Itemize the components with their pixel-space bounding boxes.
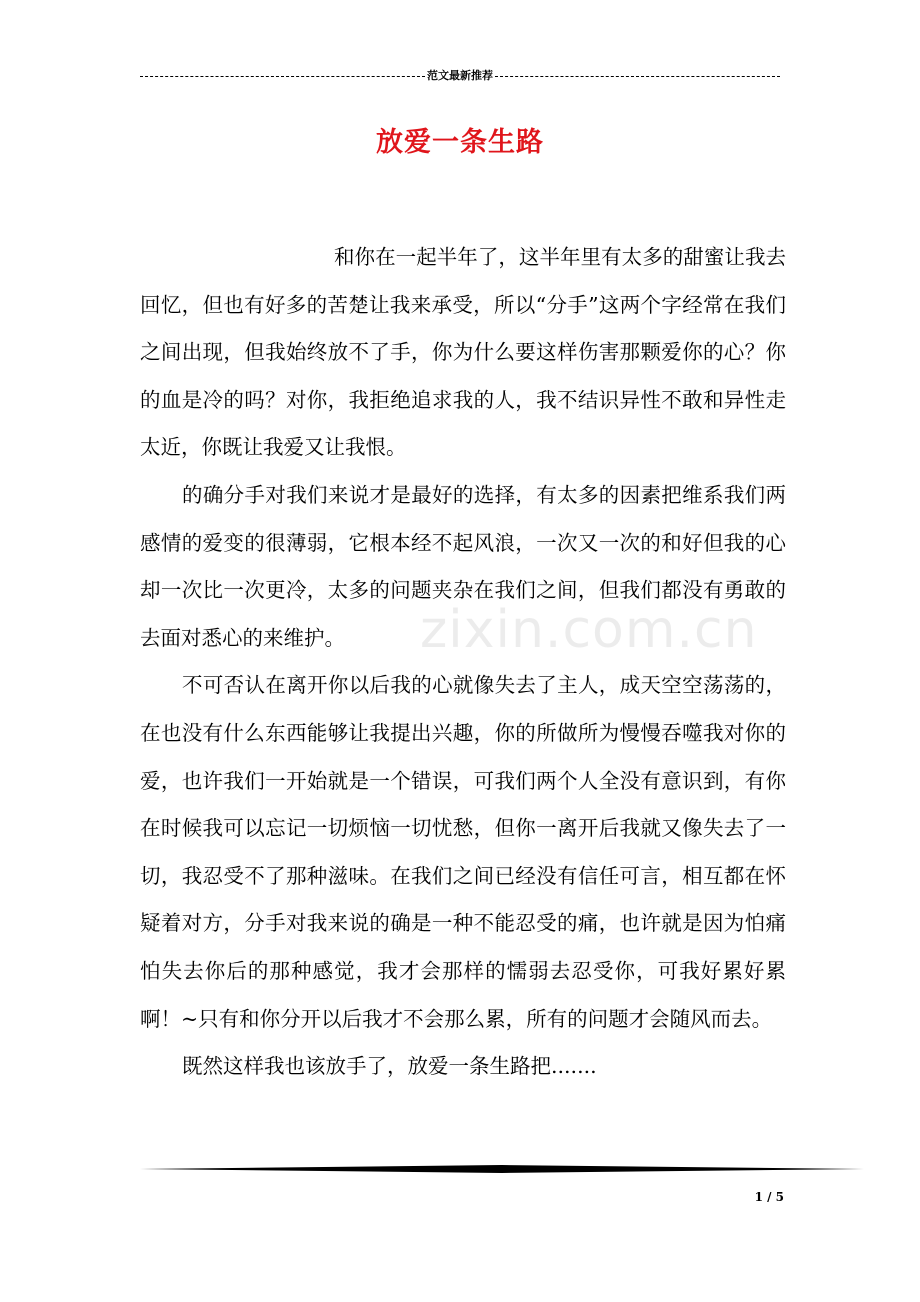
page-header [140, 66, 780, 84]
header-dashes-left [140, 76, 425, 77]
watermark: zixin.com.cn [420, 600, 758, 660]
document-body [140, 234, 786, 1091]
footer-rule [140, 1163, 864, 1175]
paragraph: 不可否认在离开你以后我的心就像失去了主人，成天空空荡荡的，在也没有什么东西能够让我提出兴趣，你的所做所为慢慢吞噬我对你的爱，也许我们一开始就是一个错误，可我们两个人全没有意识到，有你在时候我可以忘记一切烦恼一切忧愁，但你一离开后我就又像失去了一切，我忍受不了那种滋味。在我们之间已经没有信任可言，相互都在怀疑着对方，分手对我来说的确是一种不能忍受的痛，也许就是因为怕痛怕失去你后的那种感觉，我才会那样的懦弱去忍受你，可我好累好累啊！~只有和你分开以后我才不会那么累，所有的问题才会随风而去。 [140, 673, 786, 1031]
paragraph: 的确分手对我们来说才是最好的选择，有太多的因素把维系我们两感情的爱变的很薄弱，它根本经不起风浪，一次又一次的和好但我的心却一次比一次更冷，太多的问题夹杂在我们之间，但我们都没有勇敢的去面对悉心的来维护。 [140, 482, 786, 650]
paragraph: 既然这样我也该放手了，放爱一条生路把....... [182, 1054, 597, 1079]
paragraph: 和你在一起半年了，这半年里有太多的甜蜜让我去回忆，但也有好多的苦楚让我来承受，所以“分手”这两个字经常在我们之间出现，但我始终放不了手，你为什么要这样伤害那颗爱你的心？你的血是冷的吗？对你，我拒绝追求我的人，我不结识异性不敢和异性走太近，你既让我爱又让我恨。 [140, 245, 786, 460]
page-number: 1 / 5 [754, 1190, 784, 1204]
header-dashes-right [495, 76, 780, 77]
document-title: 放爱一条生路 [376, 127, 544, 158]
header-label: 范文最新推荐 [427, 69, 493, 82]
